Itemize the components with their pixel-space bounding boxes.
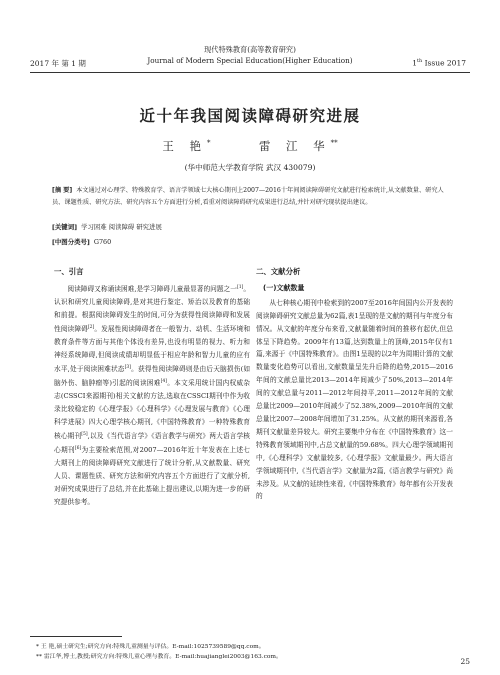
- classification-line: [52, 237, 111, 246]
- right-column: [256, 266, 453, 503]
- article-title: 近十年我国阅读障碍研究进展: [139, 107, 361, 125]
- footnote-author-2: ** 雷江华,博士,教授;研究方向:特殊儿童心理与教育。E-mail:huajianglei2003@163.com。: [36, 654, 282, 660]
- citation-ref: [3]: [124, 364, 132, 370]
- intro-paragraph: 阅读障碍又称诵读困难,是学习障碍儿童最显著的问题之一[1]。认识和研究儿童阅读障碍,是对其进行鉴定、矫治以及教育的基础和前提。根据阅读障碍发生的时间,可分为获得性阅读障碍和发展性阅读障碍[2]。发展性阅读障碍者在一般智力、动机、生活环境和教育条件等方面与其他个体没有差异,也没有明显的视力、听力和神经系统障碍,但阅读成绩却明显低于相应年龄和智力儿童的应有水平,处于阅读困难状态[3]。获得性阅读障碍则是由后天脑损伤(如脑外伤、脑肿瘤等)引起的阅读困难[4]。本文采用统计国内权威杂志(CSSCI来源期刊)相关文献的方法,选取在CSSCI期刊中作为收录比较稳定的《心理学报》《心理科学》《心理发展与教育》《心理科学进展》四大心理学核心期刊,《中国特殊教育》一种特殊教育核心期刊[5],以及《当代语言学》《语言教学与研究》两大语言学核心期刊[6]为主要检索范围,对2007—2016年近十年发表在上述七大期刊上的阅读障碍研究文献进行了统计分析,从文献数量、研究人员、课题性质、研究方法和研究内容五个方面进行了文献分析,对研究成果进行了总结,并在此基础上提出建议,以期为进一步的研究提供参考。: [54, 284, 251, 506]
- footnote-divider: [30, 636, 122, 637]
- citation-ref: [4]: [160, 378, 167, 384]
- author-2: 雷 江 华: [258, 139, 331, 153]
- keywords: 学习困难 阅读障碍 研究进展: [81, 223, 162, 231]
- author-1-mark: *: [207, 139, 211, 148]
- citation-ref: [2]: [87, 324, 95, 330]
- header-divider: [30, 72, 470, 73]
- section-heading-literature: 二、文献分析: [256, 267, 301, 276]
- citation-ref: [6]: [74, 445, 82, 451]
- issue-label: Issue 2017: [422, 58, 466, 68]
- header-year-issue: 2017 年 第 1 期: [30, 59, 86, 68]
- journal-title-cn: 现代特殊教育(高等教育研究): [204, 45, 296, 54]
- author-line: [0, 138, 500, 154]
- author-1: 王 艳: [162, 139, 208, 153]
- keywords-line: [52, 222, 162, 231]
- issue-number: 1: [412, 58, 417, 68]
- affiliation: (华中师范大学教育学院 武汉 430079): [184, 163, 316, 172]
- section-heading-intro: 一、引言: [54, 267, 84, 276]
- page-number: 25: [460, 657, 470, 666]
- abstract-label: [摘 要]: [52, 187, 73, 194]
- issue-ordinal-suffix: th: [416, 58, 423, 64]
- footnote-author-1: * 王 艳,硕士研究生;研究方向:特殊儿童测量与评估。E-mail:1025739589@qq.com。: [36, 644, 265, 650]
- quantity-paragraph: 从七种核心期刊中检索到的2007至2016年间国内公开发表的阅读障碍研究文献总量为62篇,表1呈现的是文献的期刊与年度分布情况。从文献的年度分布来看,文献量随着时间的推移有起伏,但总体呈下降趋势。2009年有13篇,达到数量上的顶峰,2015年仅有1篇,来源于《中国特殊教育》。由图1呈现的以2年为周期计算的文献数量变化趋势可以看出,文献数量呈先升后降的趋势,2015—2016年间的文献总量比2013—2014年间减少了50%,2013—2014年间的文献总量与2011—2012年间持平,2011—2012年间的文献总量比2009—2010年间减少了52.38%,2009—2010年间的文献总量比2007—2008年间增加了31.25%。从文献的期刊来源看,各期刊文献量差异较大。研究主要集中分布在《中国特殊教育》这一特殊教育领域期刊中,占总文献量的59.68%。四大心理学领域期刊中,《心理科学》文献量较多,《心理学报》文献量最少。两大语言学领域期刊中,《当代语言学》文献量为2篇,《语言教学与研究》尚未涉及。从文献的延续性来看,《中国特殊教育》每年都有公开发表的: [256, 298, 453, 501]
- journal-title-en: Journal of Modern Special Education(Higher Education): [147, 56, 353, 65]
- author-2-mark: **: [330, 139, 338, 148]
- abstract-text: 本文通过对心理学、特殊教育学、语言学领域七大核心期刊上2007—2016十年间阅读障碍研究文献进行检索统计,从文献数量、研究人员、课题性质、研究方法、研究内容五个方面进行分析,看重对阅读障碍研究成果进行总结,并针对研究现状提出建议。: [52, 187, 444, 206]
- citation-ref: [5]: [81, 431, 88, 437]
- citation-ref: [1]: [236, 284, 244, 290]
- keywords-label: [关键词]: [52, 223, 78, 231]
- subsection-heading-quantity: (一)文献数量: [263, 283, 305, 292]
- classification-code: G760: [93, 238, 112, 246]
- left-column: [54, 266, 250, 509]
- classification-label: [中图分类号]: [52, 238, 90, 246]
- header-issue-en: [412, 58, 466, 68]
- abstract: [52, 185, 450, 209]
